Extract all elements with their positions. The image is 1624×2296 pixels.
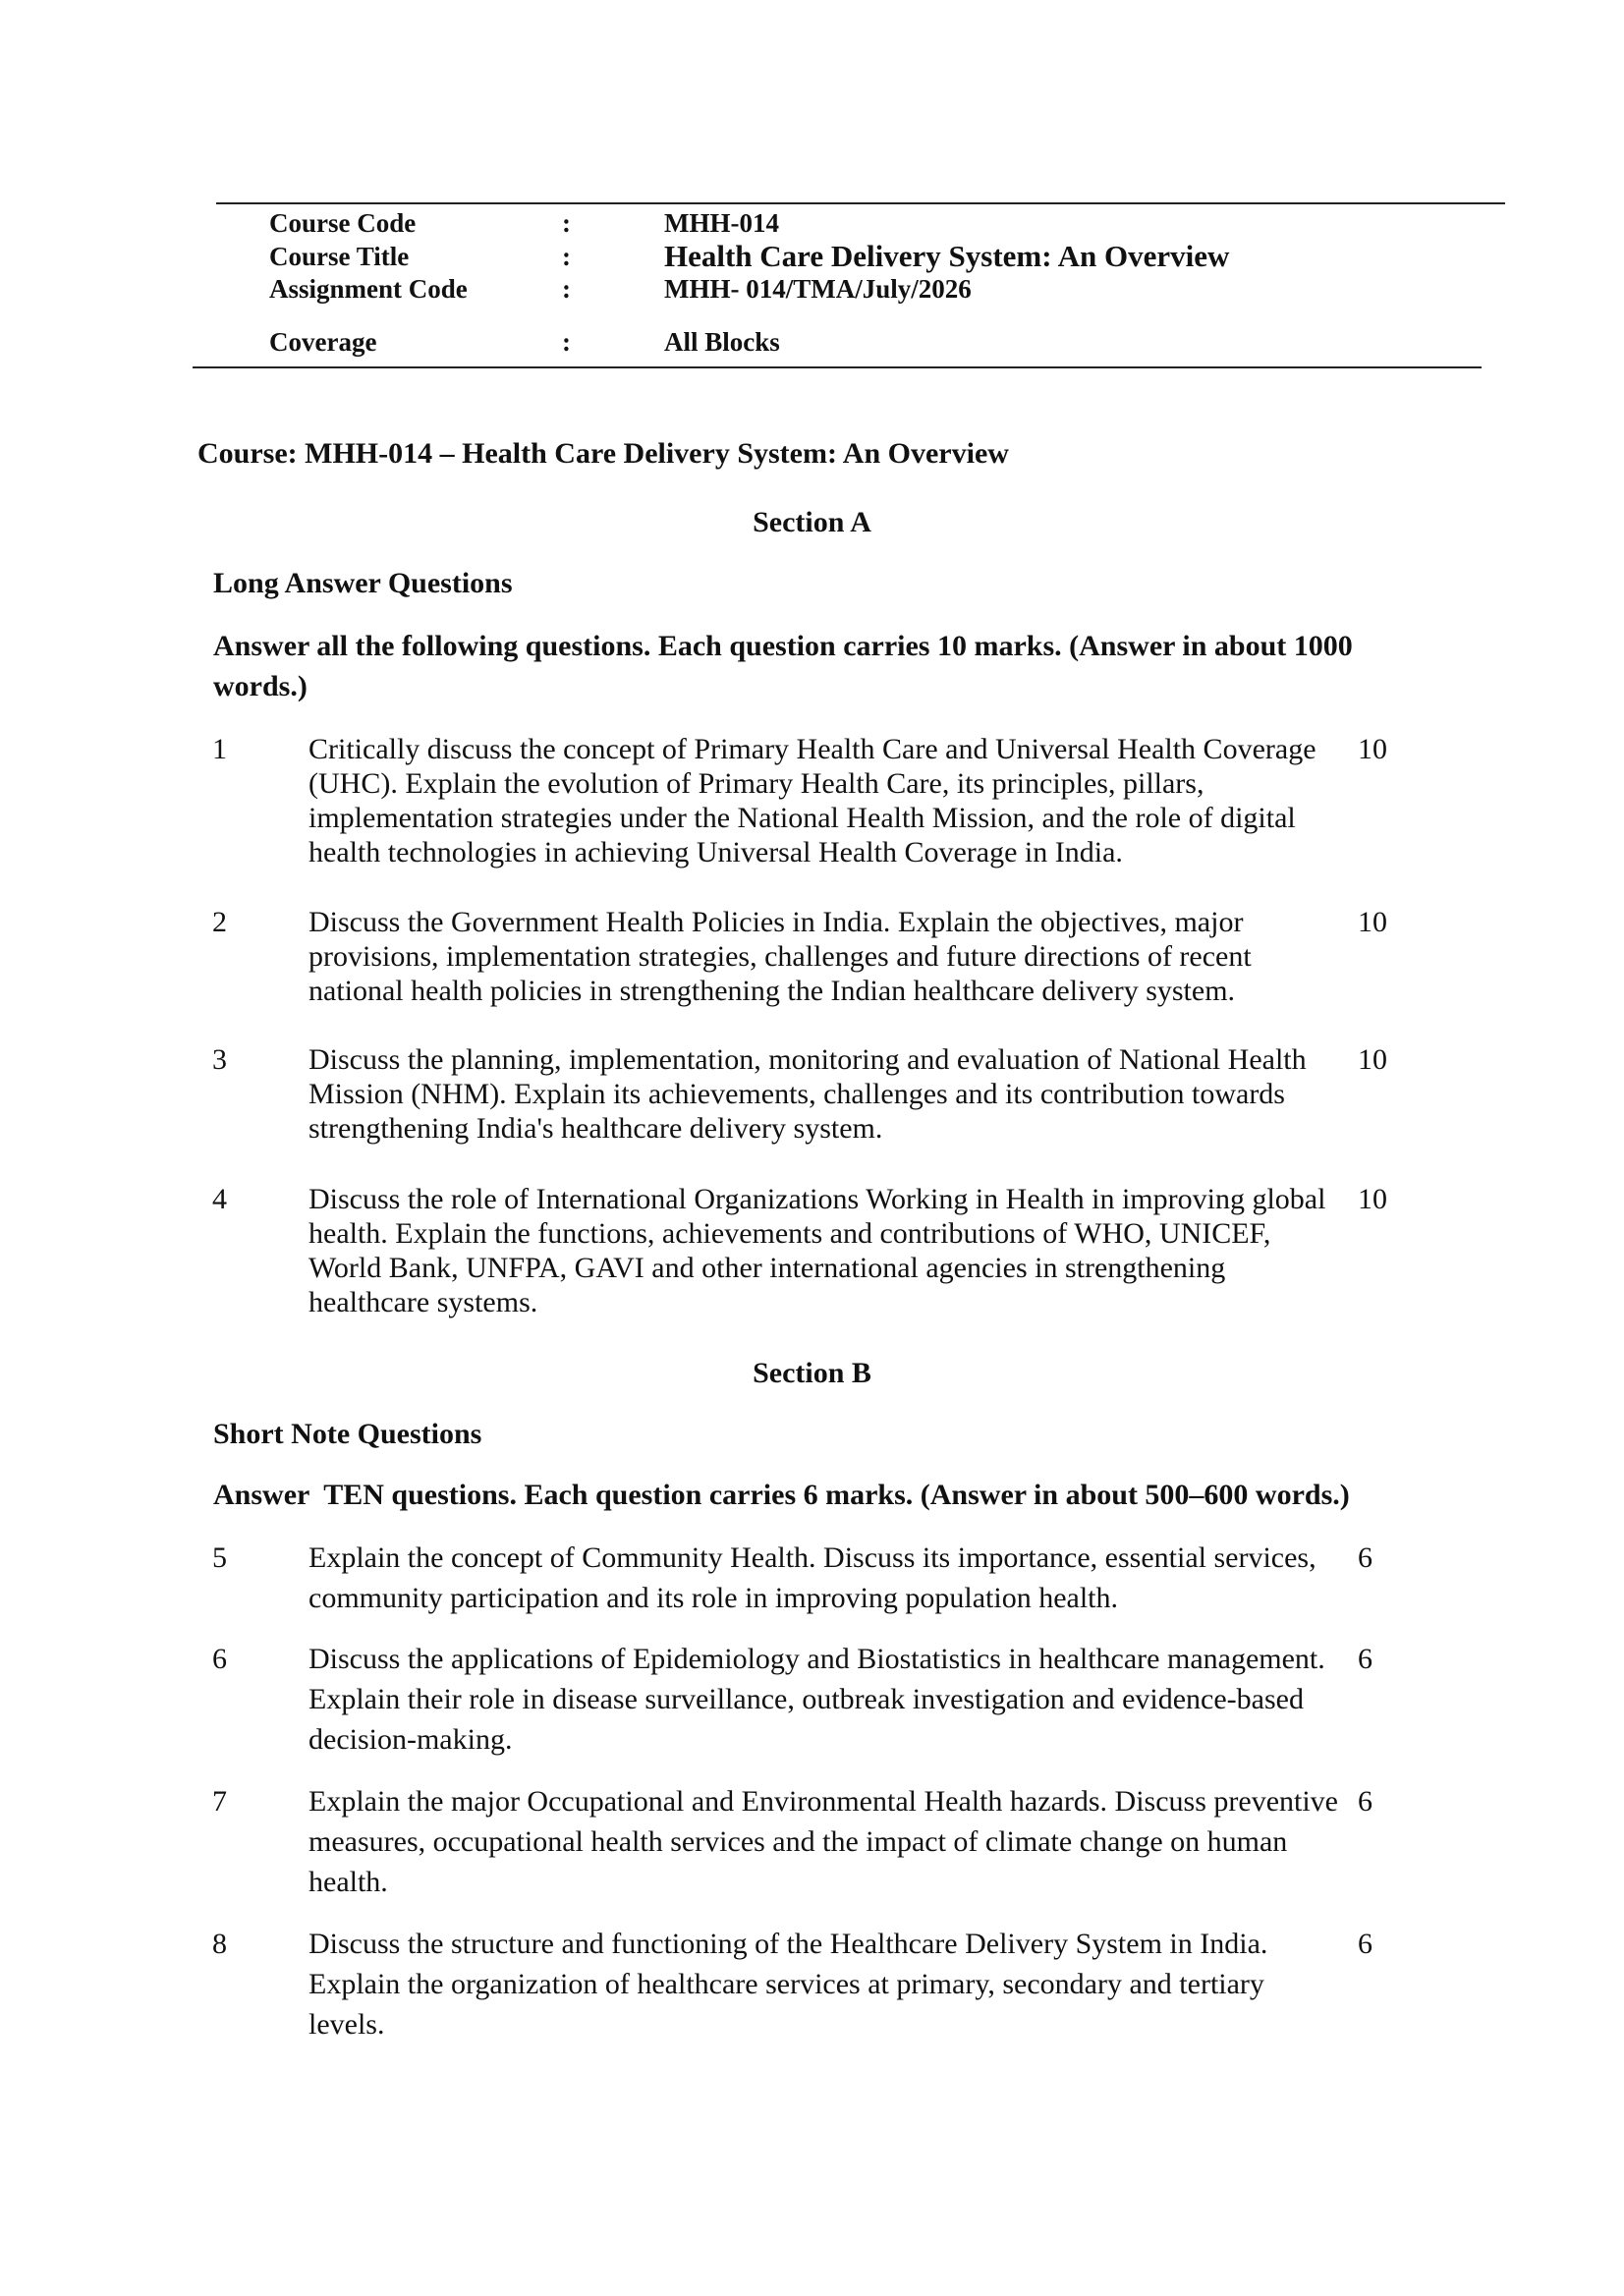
question-text: Discuss the applications of Epidemiology and Biostatistics in healthcare management. Explain their role in disease surveillance, outbreak investigation and evidence-based decision-making.	[308, 1643, 1325, 1756]
question-number: 5	[212, 1541, 227, 1574]
section-b-subtitle: Short Note Questions	[213, 1418, 482, 1450]
section-a-subtitle: Long Answer Questions	[213, 567, 513, 599]
question-marks: 6	[1358, 1643, 1372, 1675]
header-label: Coverage	[269, 327, 377, 357]
question-text: Discuss the structure and functioning of the Healthcare Delivery System in India. Explain the organization of healthcare services at primary, secondary and tertiary levels.	[308, 1928, 1268, 2041]
section-a-title: Section A	[753, 506, 871, 538]
header-colon: :	[562, 242, 571, 271]
question-marks: 10	[1358, 733, 1387, 765]
question-number: 7	[212, 1785, 227, 1818]
header-value: MHH- 014/TMA/July/2026	[664, 274, 972, 304]
question-text: Explain the concept of Community Health. Discuss its importance, essential services, community participation and its role in improving population health.	[308, 1541, 1316, 1614]
section-b-title: Section B	[753, 1357, 871, 1389]
header-top-rule	[216, 202, 1505, 204]
header-label: Assignment Code	[269, 274, 468, 304]
header-label: Course Title	[269, 242, 410, 271]
header-colon: :	[562, 274, 571, 304]
question-number: 8	[212, 1928, 227, 1960]
question-number: 6	[212, 1643, 227, 1675]
header-colon: :	[562, 208, 571, 238]
header-value: Health Care Delivery System: An Overview	[664, 239, 1230, 273]
question-marks: 6	[1358, 1785, 1372, 1818]
header-label: Course Code	[269, 208, 417, 238]
header-bottom-rule	[193, 366, 1482, 368]
question-text: Discuss the planning, implementation, monitoring and evaluation of National Health Mission (NHM). Explain its achievements, challenges and its contribution towards strengthening India's healthcare delivery system.	[308, 1043, 1307, 1145]
section-b-instruction: Answer TEN questions. Each question carries 6 marks. (Answer in about 500–600 words.)	[213, 1479, 1350, 1511]
question-text: Discuss the role of International Organizations Working in Health in improving global health. Explain the functions, achievements and contributions of WHO, UNICEF, World Bank, UNFPA, GAVI and other international agencies in strengthening healthcare systems.	[308, 1183, 1326, 1318]
question-number: 4	[212, 1183, 227, 1215]
question-marks: 10	[1358, 1183, 1387, 1215]
question-marks: 10	[1358, 906, 1387, 938]
question-number: 1	[212, 733, 227, 765]
section-a-instruction: Answer all the following questions. Each question carries 10 marks. (Answer in about 1000 words.)	[213, 630, 1353, 702]
header-colon: :	[562, 327, 571, 357]
question-text: Explain the major Occupational and Environmental Health hazards. Discuss preventive measures, occupational health services and the impact of climate change on human health.	[308, 1785, 1338, 1898]
header-value: All Blocks	[664, 327, 780, 357]
question-text: Discuss the Government Health Policies in India. Explain the objectives, major provisions, implementation strategies, challenges and future directions of recent national health policies in strengthening the Indian healthcare delivery system.	[308, 906, 1252, 1007]
question-number: 2	[212, 906, 227, 938]
question-marks: 6	[1358, 1541, 1372, 1574]
question-text: Critically discuss the concept of Primary Health Care and Universal Health Coverage (UHC). Explain the evolution of Primary Health Care, its principles, pillars, implementation strategies under the National Health Mission, and the role of digital health technologies in achieving Universal Health Coverage in India.	[308, 733, 1316, 868]
course-heading: Course: MHH-014 – Health Care Delivery System: An Overview	[197, 437, 1009, 470]
question-number: 3	[212, 1043, 227, 1076]
header-value: MHH-014	[664, 208, 779, 238]
question-marks: 6	[1358, 1928, 1372, 1960]
question-marks: 10	[1358, 1043, 1387, 1076]
